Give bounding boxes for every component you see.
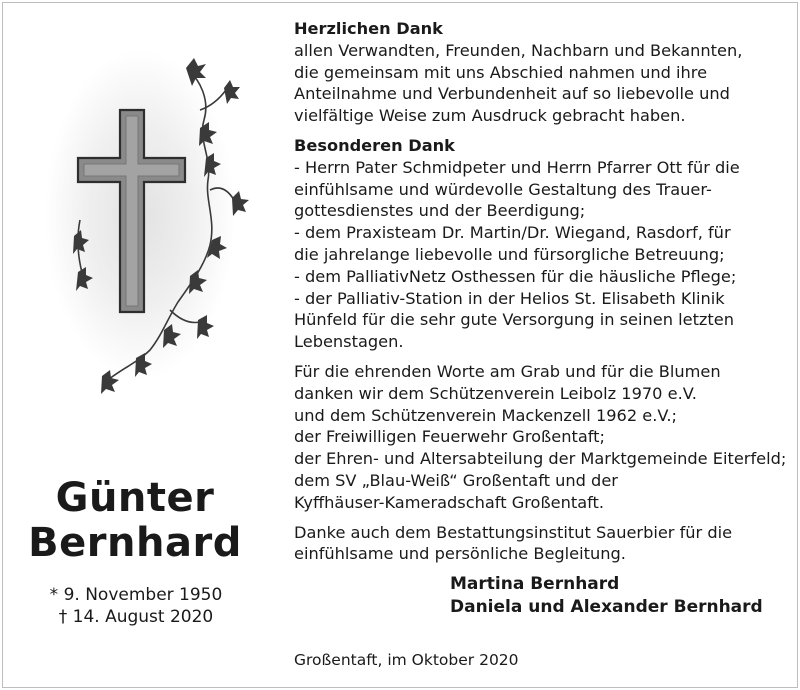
honor-line: der Freiwilligen Feuerwehr Großentaft; — [294, 427, 605, 447]
honor-line: danken wir dem Schützenverein Leibolz 1970 e.V. — [294, 383, 697, 403]
special-line: einfühlsame und würdevolle Gestaltung des Trauer- — [294, 179, 712, 199]
special-line: - der Palliativ-Station in der Helios St. Elisabeth Klinik — [294, 288, 725, 308]
left-column — [0, 0, 270, 690]
special-item — [294, 266, 794, 288]
honor-line: dem SV „Blau-Weiß“ Großentaft und der — [294, 470, 618, 490]
special-line: die jahrelange liebevolle und fürsorgliche Betreuung; — [294, 244, 725, 264]
special-line: - dem PalliativNetz Osthessen für die häusliche Pflege; — [294, 266, 737, 286]
signature: Martina Bernhard — [450, 574, 620, 595]
thanks-line: die gemeinsam mit uns Abschied nahmen und ihre — [294, 62, 708, 82]
honor-line: der Ehren- und Altersabteilung der Marktgemeinde Eiterfeld; — [294, 449, 787, 469]
place-date: Großentaft, im Oktober 2020 — [294, 651, 519, 669]
death-date: † 14. August 2020 — [58, 607, 214, 627]
funeral-line: einfühlsame und persönliche Begleitung. — [294, 544, 626, 564]
special-item — [294, 288, 794, 353]
honor-line: Kyffhäuser-Kameradschaft Großentaft. — [294, 492, 605, 512]
special-line: - Herrn Pater Schmidpeter und Herrn Pfarrer Ott für die — [294, 157, 740, 177]
last-name: Bernhard — [28, 520, 242, 566]
special-line: gottesdienstes und der Beerdigung; — [294, 201, 586, 221]
special-heading: Besonderen Dank — [294, 135, 455, 155]
special-item — [294, 222, 794, 266]
special-line: Lebenstagen. — [294, 332, 404, 352]
thanks-line: allen Verwandten, Freunden, Nachbarn und Bekannten, — [294, 40, 743, 60]
special-line: - dem Praxisteam Dr. Martin/Dr. Wiegand, Rasdorf, für — [294, 223, 731, 243]
honor-line: und dem Schützenverein Mackenzell 1962 e.V.; — [294, 405, 677, 425]
signature: Daniela und Alexander Bernhard — [450, 597, 763, 618]
funeral-line: Danke auch dem Bestattungsinstitut Sauerbier für die — [294, 522, 733, 542]
cross-with-ivy-illustration — [40, 40, 270, 410]
honor-line: Für die ehrenden Worte am Grab und für die Blumen — [294, 361, 721, 381]
first-name: Günter — [55, 475, 215, 521]
special-line: Hünfeld für die sehr gute Versorgung in seinen letzten — [294, 310, 734, 330]
thanks-line: vielfältige Weise zum Ausdruck gebracht haben. — [294, 106, 686, 126]
thanks-text — [294, 18, 794, 619]
birth-date: * 9. November 1950 — [49, 585, 223, 605]
special-item — [294, 157, 794, 222]
thanks-heading: Herzlichen Dank — [294, 19, 443, 38]
thanks-line: Anteilnahme und Verbundenheit auf so liebevolle und — [294, 84, 730, 104]
